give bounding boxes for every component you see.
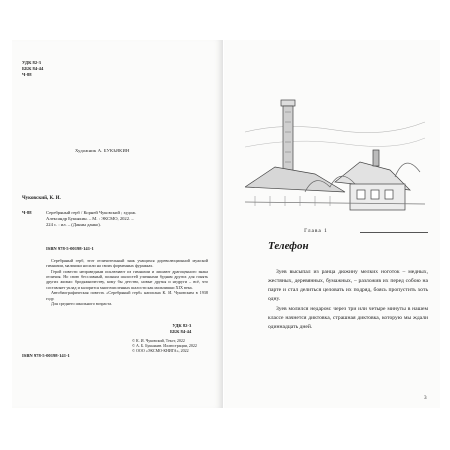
body-paragraph: Зуев молился недаром: через три или четыре минуты в нашем классе начнется диктовка, страшная диктовка, которую мы ждали одиннадцать дней. xyxy=(268,306,428,331)
copyright-line: © ООО «ЭКСМО-КНИГА», 2022 xyxy=(132,348,189,353)
copyright-line: © К. И. Чуковский, Текст, 2022 xyxy=(132,338,185,343)
annotation-paragraph: Автобиографическая повесть «Серебряный герб» написана К. И. Чуковским в 1938 году. xyxy=(46,290,208,301)
catalog-author: Чуковский, К. И. xyxy=(22,196,61,201)
catalog-entry xyxy=(46,210,206,229)
udk-bottom-block xyxy=(170,323,191,335)
annotation-paragraph: Для среднего школьного возраста. xyxy=(51,301,113,307)
catalog-line: 224 с. : ил. – (Данны данко). xyxy=(46,222,101,228)
annotation-paragraph: Серебряный герб, этот отличительный знак учащихся дореволюционной мужской гимназии, мальчики носили на своих форменных фуражках. xyxy=(46,258,208,269)
catalog-line: Серебряный герб / Корней Чуковский ; худож. xyxy=(46,210,137,215)
bbk-code: ББК 84-44 xyxy=(22,66,44,71)
udk-code: УДК 82-3 xyxy=(172,323,192,328)
chimney-illustration xyxy=(245,92,425,212)
isbn-catalog: ISBN 978-5-00198-141-1 xyxy=(46,246,94,251)
catalog-line: Александр Букьякин. – М. : ЭКСМО, 2022. – xyxy=(46,216,134,222)
copyright-block xyxy=(132,338,197,353)
bbk-code: ББК 84-44 xyxy=(170,329,192,334)
chapter-rule xyxy=(360,232,428,233)
page-number: 3 xyxy=(424,395,427,401)
udk-code: УДК 82-3 xyxy=(22,60,41,65)
copyright-line: © А. Б. Букьякин. Иллюстрации, 2022 xyxy=(132,343,197,348)
illustrator-credit: Художник А. БУКЬЯКИН xyxy=(75,148,130,153)
annotation xyxy=(46,258,208,307)
author-mark: Ч-88 xyxy=(22,72,32,77)
annotation-paragraph: Герой повести неправедным исключают из гимназии и лишают драгоценного знака отличия. Но свою бесславный, полным шалостей уличными будням других для гонять других жизни: бродяжничеству, кому бы детство, новые друзья и недруги – всё, что составляет уклад и калорится многочисленных шалости как мальчишки XIX века. xyxy=(46,268,208,290)
catalog-author-mark: Ч-88 xyxy=(22,210,32,215)
body-paragraph: Зуев высыпал из ранца дюжину мелких ноготок – медных, жестяных, деревянных, бумажных, – разложив их перед собою на парте и стал делиться целовать их подряд, боясь пропустить хоть одну. xyxy=(268,269,428,302)
udk-top-block xyxy=(22,60,43,78)
isbn-bottom: ISBN 978-5-00198-141-1 xyxy=(22,353,70,358)
chapter-body xyxy=(268,268,428,334)
chapter-label: Глава 1 xyxy=(304,228,328,234)
chapter-title: Телефон xyxy=(268,240,309,252)
